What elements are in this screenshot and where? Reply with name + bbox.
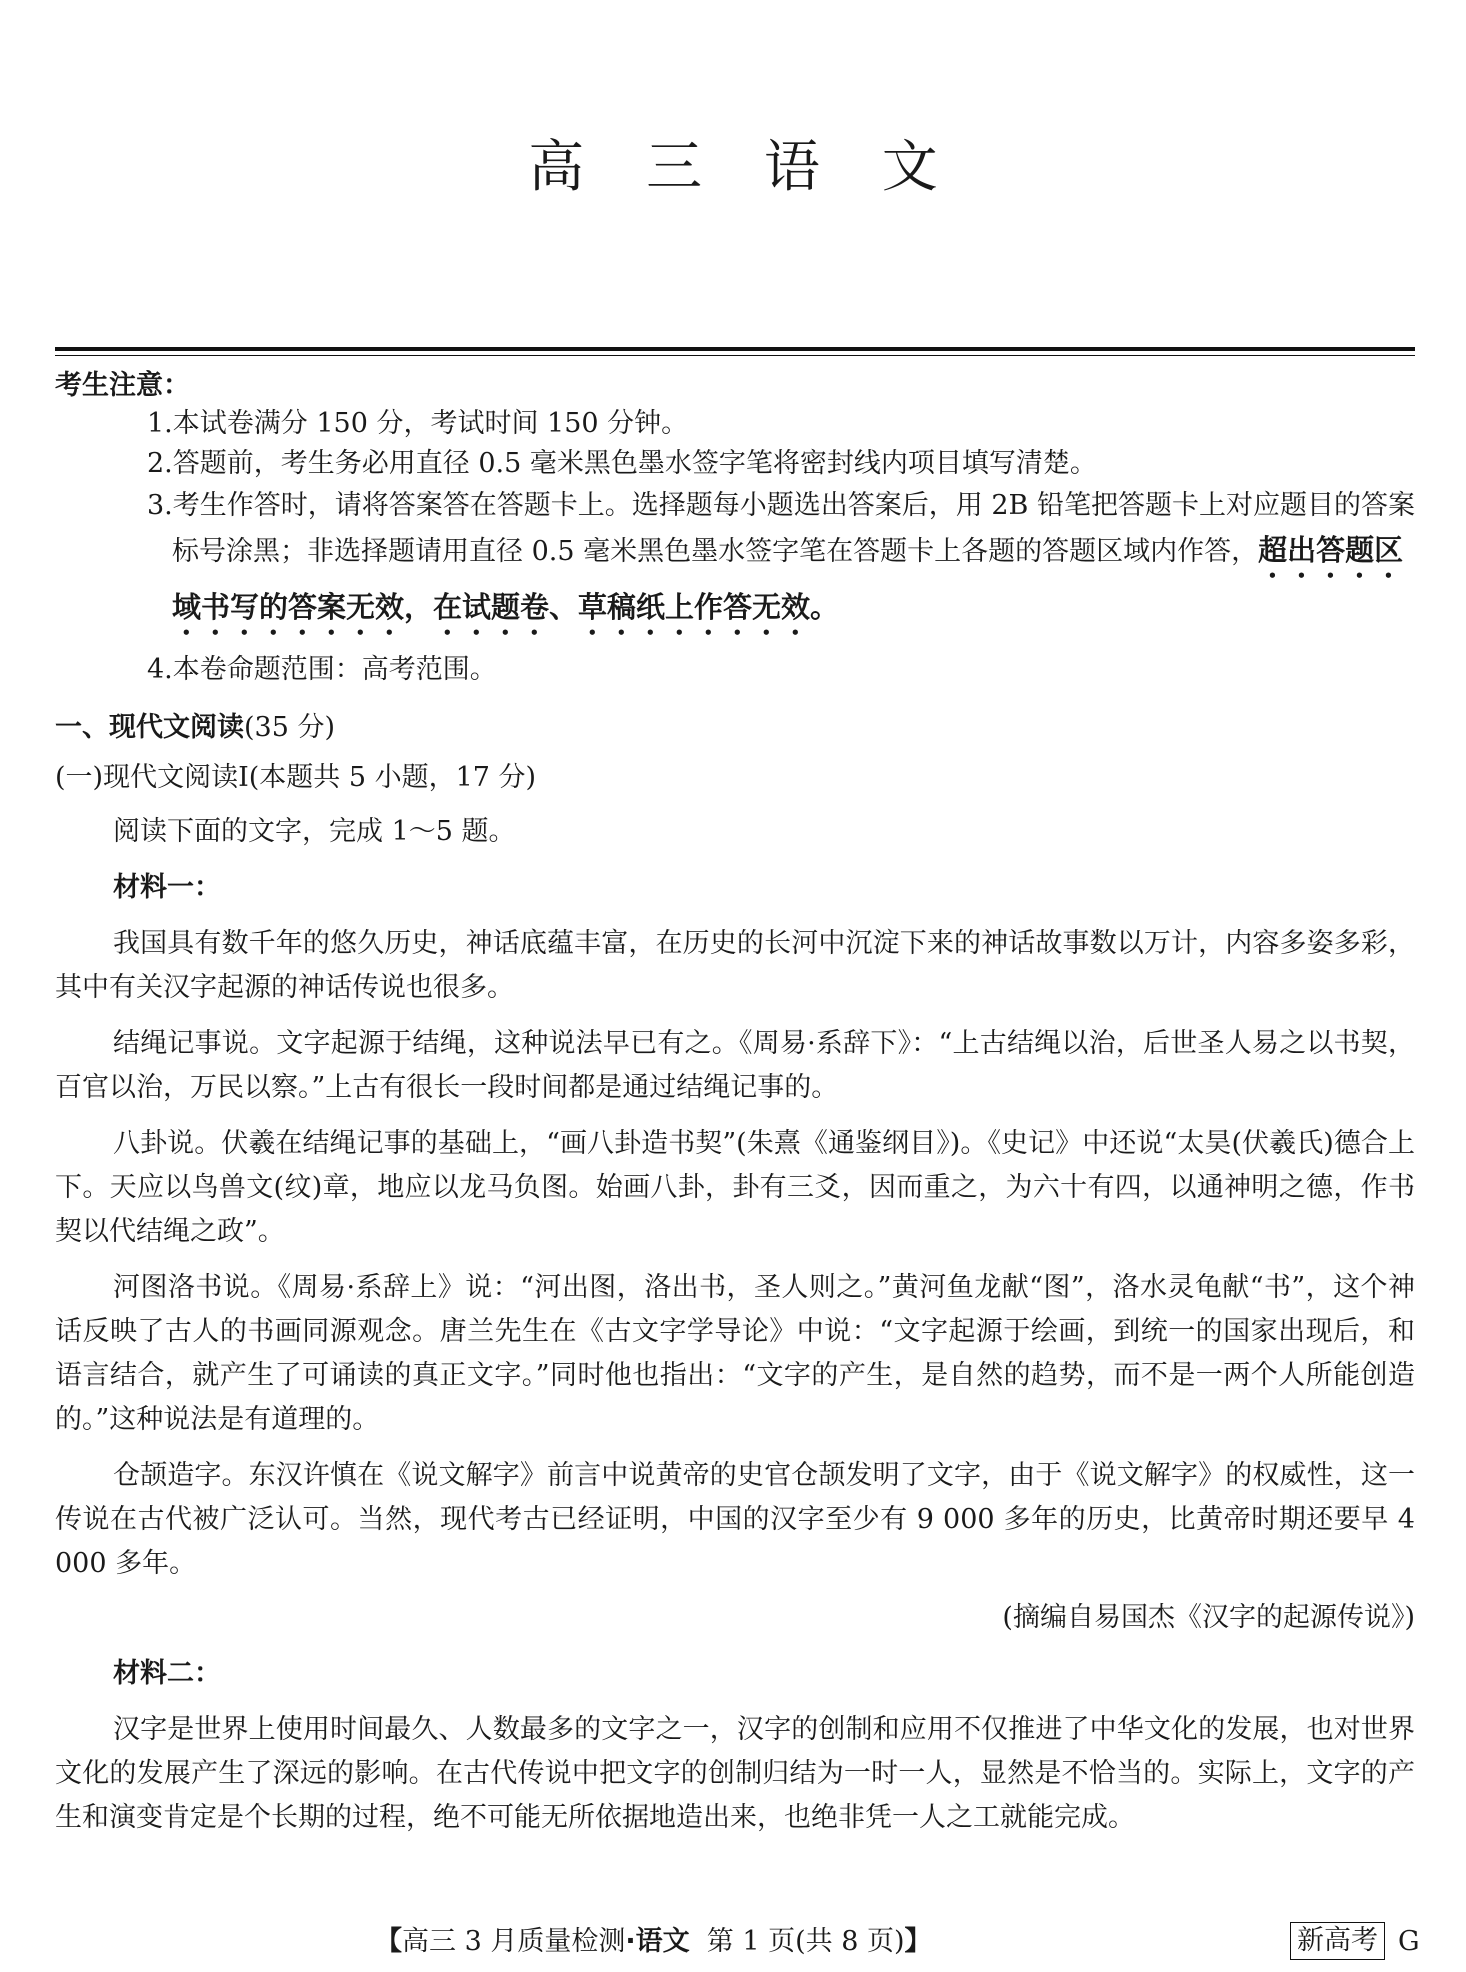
subsection-heading: (一)现代文阅读Ⅰ(本题共 5 小题，17 分) xyxy=(55,762,537,793)
notice-item-1: 1.本试卷满分 150 分，考试时间 150 分钟。 xyxy=(147,408,689,439)
notice-item-3-text: 3.考生作答时，请将答案答在答题卡上。选择题每小题选出答案后，用 2B 铅笔把答题卡上对应题目的答案标号涂黑；非选择题请用直径 0.5 毫米黑色墨水签字笔在答题卡上各题的答题区域内作答， xyxy=(147,490,1415,567)
footer-dot: · xyxy=(625,1926,636,1957)
notice-item-3-emphasis: 超出答题区域书写的答案无效，在试题卷、草稿纸上作答无效。 xyxy=(172,533,1404,624)
footer-bracket-left: 【 xyxy=(375,1926,402,1957)
material-1-paragraph: 结绳记事说。文字起源于结绳，这种说法早已有之。《周易·系辞下》：“上古结绳以治，后世圣人易之以书契，百官以治，万民以察。”上古有很长一段时间都是通过结绳记事的。 xyxy=(55,1028,1415,1103)
material-1-paragraph: 我国具有数千年的悠久历史，神话底蕴丰富，在历史的长河中沉淀下来的神话故事数以万计，内容多姿多彩，其中有关汉字起源的神话传说也很多。 xyxy=(55,928,1415,1003)
notice-list xyxy=(55,404,1415,690)
notice-item-2: 2.答题前，考生务必用直径 0.5 毫米黑色墨水签字笔将密封线内项目填写清楚。 xyxy=(147,448,1097,479)
footer-exam-name: 高三 3 月质量检测 xyxy=(402,1926,626,1957)
footer-info xyxy=(375,1922,932,1962)
paper-code: G xyxy=(1398,1926,1420,1957)
material-1-source: (摘编自易国杰《汉字的起源传说》) xyxy=(1002,1602,1415,1633)
page-title: 高 三 语 文 xyxy=(528,135,960,200)
section-heading-title: 一、现代文阅读 xyxy=(55,712,244,743)
notice-heading: 考生注意： xyxy=(55,370,190,401)
footer-page-number: 第 1 页(共 8 页) xyxy=(706,1926,905,1957)
material-1-paragraph: 八卦说。伏羲在结绳记事的基础上，“画八卦造书契”(朱熹《通鉴纲目》)。《史记》中还说“太昊(伏羲氏)德合上下。天应以鸟兽文(纹)章，地应以龙马负图。始画八卦，卦有三爻，因而重之，为六十有四，以通神明之德，作书契以代结绳之政”。 xyxy=(55,1128,1415,1247)
footer-bracket-right: 】 xyxy=(904,1926,932,1957)
exam-type-stamp: 新高考 xyxy=(1290,1922,1385,1960)
notice-item-3 xyxy=(30,484,1415,642)
material-1-paragraph: 河图洛书说。《周易·系辞上》说：“河出图，洛出书，圣人则之。”黄河鱼龙献“图”，洛水灵龟献“书”，这个神话反映了古人的书画同源观念。唐兰先生在《古文字学导论》中说：“文字起源于绘画，到统一的国家出现后，和语言结合，就产生了可诵读的真正文字。”同时他也指出：“文字的产生，是自然的趋势，而不是一两个人所能创造的。”这种说法是有道理的。 xyxy=(55,1272,1415,1435)
section-heading-score: (35 分) xyxy=(244,712,336,743)
notice-item-4: 4.本卷命题范围：高考范围。 xyxy=(147,654,497,685)
material-1-paragraph: 仓颉造字。东汉许慎在《说文解字》前言中说黄帝的史官仓颉发明了文字，由于《说文解字》的权威性，这一传说在古代被广泛认可。当然，现代考古已经证明，中国的汉字至少有 9 000 多年的历史，比黄帝时期还要早 4 000 多年。 xyxy=(55,1460,1415,1579)
instruction: 阅读下面的文字，完成 1～5 题。 xyxy=(113,816,516,847)
section-heading xyxy=(55,708,335,748)
footer-subject: 语文 xyxy=(635,1926,690,1957)
header-rule-thin xyxy=(55,355,1415,356)
reading-passage xyxy=(55,810,1415,1840)
material-2-paragraph: 汉字是世界上使用时间最久、人数最多的文字之一，汉字的创制和应用不仅推进了中华文化的发展，也对世界文化的发展产生了深远的影响。在古代传说中把文字的创制归结为一时一人，显然是不恰当的。实际上，文字的产生和演变肯定是个长期的过程，绝不可能无所依据地造出来，也绝非凭一人之工就能完成。 xyxy=(55,1714,1415,1833)
header-rule-thick xyxy=(55,347,1415,351)
material-1-label: 材料一： xyxy=(113,872,221,903)
material-2-label: 材料二： xyxy=(113,1658,221,1689)
